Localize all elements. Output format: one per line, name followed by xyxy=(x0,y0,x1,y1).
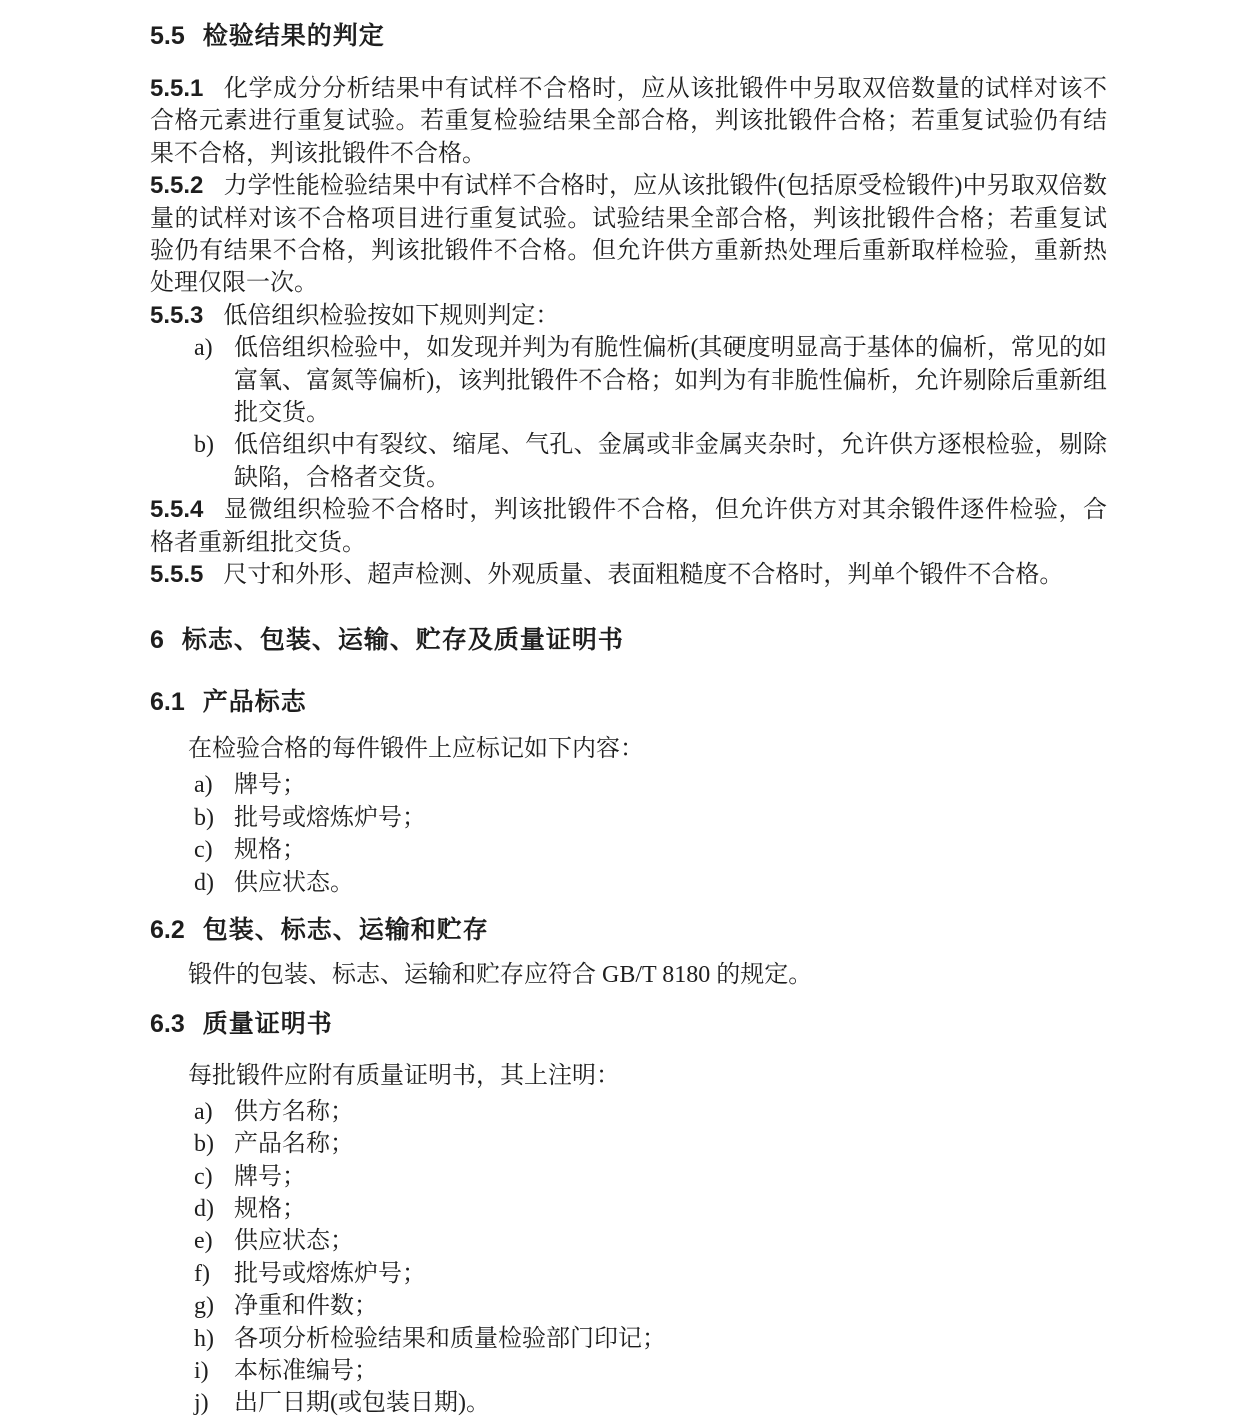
paragraph-6-1-intro: 在检验合格的每件锻件上应标记如下内容： xyxy=(188,735,644,762)
clause-5-5-1 xyxy=(150,73,1107,170)
section-title: 质量证明书 xyxy=(202,1010,333,1039)
clause-number: 5.5.2 xyxy=(150,172,204,200)
list-item-5-5-3-b xyxy=(150,429,1107,494)
list-marker: h) xyxy=(194,1325,214,1352)
list-item xyxy=(150,1128,1107,1160)
list-marker: g) xyxy=(194,1293,214,1320)
list-item xyxy=(150,834,1107,866)
clause-5-5-2 xyxy=(150,170,1107,300)
clause-number: 5.5.3 xyxy=(150,301,204,329)
list-item-text: 供应状态。 xyxy=(234,869,354,896)
list-item-text: 牌号； xyxy=(234,772,306,799)
list-marker: a) xyxy=(194,772,213,799)
clause-text: 化学成分分析结果中有试样不合格时，应从该批锻件中另取双倍数量的试样对该不合格元素进行重复试验。若重复检验结果全部合格，判该批锻件合格；若重复试验仍有结果不合格，判该批锻件不合格。 xyxy=(150,76,1107,167)
clause-text: 低倍组织检验按如下规则判定： xyxy=(223,302,560,329)
section-title: 检验结果的判定 xyxy=(202,22,385,50)
clause-5-5-5 xyxy=(150,559,1107,591)
list-item-5-5-3-a xyxy=(150,332,1107,429)
list-marker: i) xyxy=(194,1357,209,1384)
clause-text: 力学性能检验结果中有试样不合格时，应从该批锻件(包括原受检锻件)中另取双倍数量的试样对该不合格项目进行重复试验。试验结果全部合格，判该批锻件合格；若重复试验仍有结果不合格，判该批锻件不合格。但允许供方重新热处理后重新取样检验，重新热处理仅限一次。 xyxy=(150,173,1107,297)
list-item xyxy=(150,1387,1107,1419)
list-marker: e) xyxy=(194,1228,213,1255)
section-number: 6.3 xyxy=(150,1010,185,1039)
list-item xyxy=(150,1258,1107,1290)
list-item-text: 净重和件数； xyxy=(234,1293,378,1320)
list-item-text: 各项分析检验结果和质量检验部门印记； xyxy=(234,1325,666,1352)
list-item-text: 产品名称； xyxy=(234,1131,354,1158)
clause-5-5-4 xyxy=(150,494,1107,559)
section-heading-6-3 xyxy=(150,1008,1107,1041)
section-heading-6 xyxy=(150,624,1107,657)
list-marker: d) xyxy=(194,869,214,896)
list-marker: c) xyxy=(194,837,213,864)
list-6-1 xyxy=(150,769,1107,899)
list-item xyxy=(150,1161,1107,1193)
list-item xyxy=(150,769,1107,801)
list-item xyxy=(150,1290,1107,1322)
list-marker: j) xyxy=(194,1390,209,1417)
list-marker: a) xyxy=(194,1098,213,1125)
section-title: 标志、包装、运输、贮存及质量证明书 xyxy=(181,625,624,654)
list-item-text: 低倍组织中有裂纹、缩尾、气孔、金属或非金属夹杂时，允许供方逐根检验，剔除缺陷，合格者交货。 xyxy=(234,432,1107,491)
list-marker: c) xyxy=(194,1163,213,1190)
list-item-text: 低倍组织检验中，如发现并判为有脆性偏析(其硬度明显高于基体的偏析，常见的如富氧、富氮等偏析)，该判批锻件不合格；如判为有非脆性偏析，允许剔除后重新组批交货。 xyxy=(234,335,1107,427)
list-item xyxy=(150,1193,1107,1225)
section-title: 产品标志 xyxy=(202,687,307,716)
list-item xyxy=(150,867,1107,899)
list-item-text: 供方名称； xyxy=(234,1098,354,1125)
clause-number: 5.5.4 xyxy=(150,496,204,524)
list-item xyxy=(150,1323,1107,1355)
section-heading-5-5 xyxy=(150,20,1107,53)
section-title: 包装、标志、运输和贮存 xyxy=(202,915,489,944)
list-marker: a) xyxy=(194,335,213,362)
list-item-text: 牌号； xyxy=(234,1163,306,1190)
list-item-text: 批号或熔炼炉号； xyxy=(234,804,426,831)
list-item xyxy=(150,1355,1107,1387)
section-number: 6.1 xyxy=(150,687,185,716)
list-item-text: 出厂日期(或包装日期)。 xyxy=(234,1390,490,1417)
list-item-text: 供应状态； xyxy=(234,1228,354,1255)
list-item xyxy=(150,1096,1107,1128)
list-6-3 xyxy=(150,1096,1107,1420)
list-item-text: 批号或熔炼炉号； xyxy=(234,1260,426,1287)
list-marker: b) xyxy=(194,432,214,459)
clause-number: 5.5.1 xyxy=(150,75,204,102)
list-marker: d) xyxy=(194,1195,214,1222)
list-marker: b) xyxy=(194,1131,214,1158)
clause-text: 尺寸和外形、超声检测、外观质量、表面粗糙度不合格时，判单个锻件不合格。 xyxy=(223,562,1064,589)
list-item-text: 规格； xyxy=(234,837,306,864)
section-number: 6 xyxy=(150,625,164,654)
section-number: 6.2 xyxy=(150,915,185,944)
clause-number: 5.5.5 xyxy=(150,561,204,589)
section-heading-6-1 xyxy=(150,686,1107,719)
clause-text: 显微组织检验不合格时，判该批锻件不合格，但允许供方对其余锻件逐件检验，合格者重新组批交货。 xyxy=(150,497,1107,556)
paragraph-6-3-intro: 每批锻件应附有质量证明书，其上注明： xyxy=(188,1063,620,1090)
list-marker: f) xyxy=(194,1260,210,1287)
list-item xyxy=(150,802,1107,834)
list-item-text: 规格； xyxy=(234,1195,306,1222)
clause-5-5-3 xyxy=(150,300,1107,332)
paragraph-6-2-body: 锻件的包装、标志、运输和贮存应符合 GB/T 8180 的规定。 xyxy=(188,961,813,988)
list-item-text: 本标准编号； xyxy=(234,1357,378,1384)
list-marker: b) xyxy=(194,804,214,831)
section-heading-6-2 xyxy=(150,914,1107,947)
section-number: 5.5 xyxy=(150,22,185,50)
list-item xyxy=(150,1225,1107,1257)
section-5-5-body xyxy=(150,73,1107,592)
